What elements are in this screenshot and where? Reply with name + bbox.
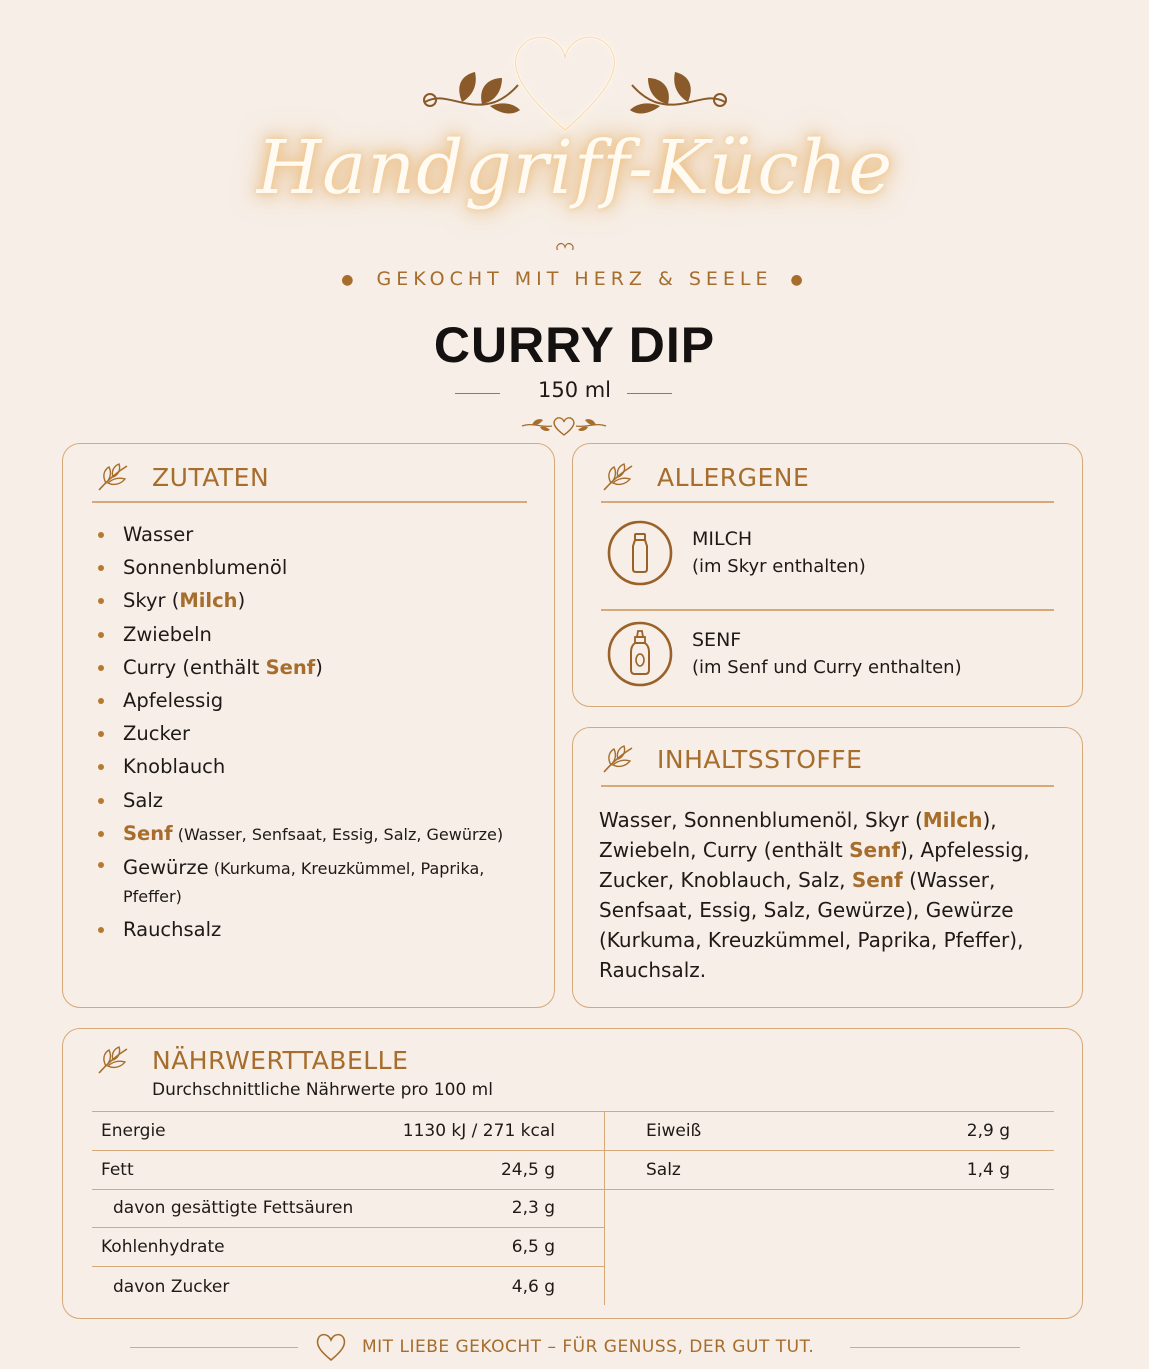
nutrition-table-right: [605, 1111, 1054, 1190]
ingredient-item: [97, 717, 517, 750]
nutrient-label: Energie: [101, 1120, 166, 1141]
allergen-name: MILCH: [692, 528, 753, 550]
footer-rule-left: [130, 1347, 298, 1348]
nutrient-label: Kohlenhydrate: [101, 1237, 225, 1258]
ingredient-item: [97, 551, 517, 584]
allergens-header: [601, 462, 809, 492]
nutrition-row: [92, 1151, 605, 1190]
ingredient-allergen: Senf: [123, 821, 173, 845]
ingredient-item: [97, 518, 517, 551]
contents-part: (Wasser, Senfsaat, Essig, Salz, Gewürze), Gewürze (Kurkuma, Kreuzkümmel, Paprika, Pfeffer), Rauchsalz.: [599, 868, 1024, 982]
ingredients-heading: ZUTATEN: [152, 462, 270, 492]
ingredient-text: Salz: [123, 788, 163, 812]
contents-rule: [601, 785, 1054, 787]
nutrition-row: [92, 1112, 605, 1151]
tagline: [0, 268, 1149, 290]
contents-header: [601, 744, 862, 774]
contents-part: Wasser, Sonnenblumenöl, Skyr (: [599, 808, 923, 832]
ingredient-text: ): [315, 655, 323, 679]
leaf-icon: [96, 462, 130, 492]
ingredients-rule: [92, 501, 527, 503]
recipe-title: CURRY DIP: [433, 317, 716, 373]
ingredient-text: Wasser: [123, 523, 194, 546]
ingredient-allergen: Senf: [265, 655, 316, 679]
footer-text: MIT LIEBE GEKOCHT – FÜR GENUSS, DER GUT TUT.: [362, 1337, 815, 1357]
ingredient-text: Apfelessig: [123, 689, 224, 713]
ingredient-text: Rauchsalz: [123, 918, 222, 942]
allergen-milk: [606, 519, 866, 587]
nutrition-row: [605, 1151, 1054, 1190]
ingredients-header: [96, 462, 269, 492]
nutrient-label: davon Zucker: [113, 1276, 230, 1297]
nutrient-value: 1,4 g: [966, 1159, 1010, 1180]
ingredient-text: Sonnenblumenöl: [123, 556, 288, 580]
contents-part: ), Apfelessig, Zucker, Knoblauch, Salz,: [599, 838, 1030, 892]
heart-ornament-icon: [518, 414, 610, 438]
ingredient-item: [97, 784, 517, 817]
contents-allergen: Senf: [849, 838, 901, 862]
ingredient-text: Zucker: [123, 722, 191, 746]
contents-allergen: Senf: [851, 868, 903, 892]
nutrition-row: [92, 1267, 605, 1306]
ingredient-item: [97, 684, 517, 717]
nutrient-value: 24,5 g: [500, 1159, 555, 1180]
leaf-icon: [96, 1045, 130, 1075]
allergen-mustard: [606, 620, 962, 688]
ingredients-card: [62, 443, 555, 1008]
contents-part: ), Zwiebeln, Curry (enthält: [599, 808, 997, 862]
contents-card: [572, 727, 1083, 1008]
allergen-name: SENF: [692, 629, 742, 651]
nutrition-subtitle: Durchschnittliche Nährwerte pro 100 ml: [152, 1080, 493, 1100]
ingredient-text: Zwiebeln: [123, 622, 212, 646]
contents-heading: INHALTSSTOFFE: [657, 744, 863, 774]
brand-logo: [250, 30, 900, 250]
nutrient-value: 1130 kJ / 271 kcal: [402, 1120, 555, 1141]
ingredient-item: [97, 651, 517, 684]
ingredient-text: Gewürze: [123, 856, 209, 880]
ingredient-detail: (Wasser, Senfsaat, Essig, Salz, Gewürze): [172, 824, 504, 844]
heart-outline-icon: [314, 1331, 348, 1363]
allergen-mustard-text: [692, 626, 962, 682]
nutrient-label: Fett: [101, 1159, 134, 1180]
ingredient-text: Curry (enthält: [123, 655, 266, 679]
tagline-dot-right: ●: [790, 271, 808, 288]
allergens-heading: ALLERGENE: [657, 462, 810, 492]
tagline-dot-left: ●: [341, 271, 359, 288]
contents-text: [599, 805, 1039, 985]
allergens-separator: [601, 609, 1054, 611]
allergen-note: (im Senf und Curry enthalten): [692, 657, 962, 678]
ingredient-text: Skyr (: [123, 589, 180, 613]
nutrition-heading: NÄHRWERTTABELLE: [152, 1045, 409, 1075]
ingredients-list: [97, 518, 517, 946]
milk-bottle-icon: [606, 519, 674, 587]
nutrition-row: [92, 1228, 605, 1267]
ingredient-allergen: Milch: [179, 589, 238, 613]
allergen-milk-text: [692, 525, 866, 581]
ingredient-item: [97, 851, 517, 913]
footer-rule-right: [850, 1347, 1020, 1348]
nutrient-label: davon gesättigte Fettsäuren: [113, 1198, 354, 1219]
ingredient-item: [97, 750, 517, 783]
allergen-note: (im Skyr enthalten): [692, 556, 866, 577]
nutrition-table-left: [92, 1111, 605, 1306]
ingredient-item: [97, 584, 517, 617]
tagline-text: GEKOCHT MIT HERZ & SEELE: [376, 268, 773, 290]
ingredient-item: [97, 618, 517, 651]
nutrient-value: 4,6 g: [511, 1276, 555, 1297]
nutrient-value: 6,5 g: [511, 1237, 555, 1258]
ingredient-text: Knoblauch: [123, 755, 226, 779]
nutrient-value: 2,9 g: [966, 1120, 1010, 1141]
ingredient-item: [97, 817, 517, 851]
nutrition-header: [96, 1045, 408, 1075]
nutrition-row: [92, 1190, 605, 1229]
ingredient-detail: (Kurkuma, Kreuzkümmel, Paprika, Pfeffer): [123, 859, 485, 907]
brand-name: Handgriff-Küche: [256, 125, 894, 211]
contents-allergen: Milch: [922, 808, 983, 832]
ingredient-text: ): [237, 589, 246, 613]
nutrient-label: Eiweiß: [646, 1120, 702, 1141]
allergens-rule: [601, 501, 1054, 503]
leaf-icon: [601, 462, 635, 492]
nutrition-row: [605, 1112, 1054, 1151]
leaf-icon: [601, 744, 635, 774]
portion-size: 150 ml: [537, 378, 612, 402]
nutrient-label: Salz: [646, 1159, 681, 1180]
mustard-bottle-icon: [606, 620, 674, 688]
nutrition-card: [62, 1028, 1083, 1319]
ingredient-item: [97, 913, 517, 946]
allergens-card: [572, 443, 1083, 707]
nutrient-value: 2,3 g: [511, 1198, 555, 1219]
